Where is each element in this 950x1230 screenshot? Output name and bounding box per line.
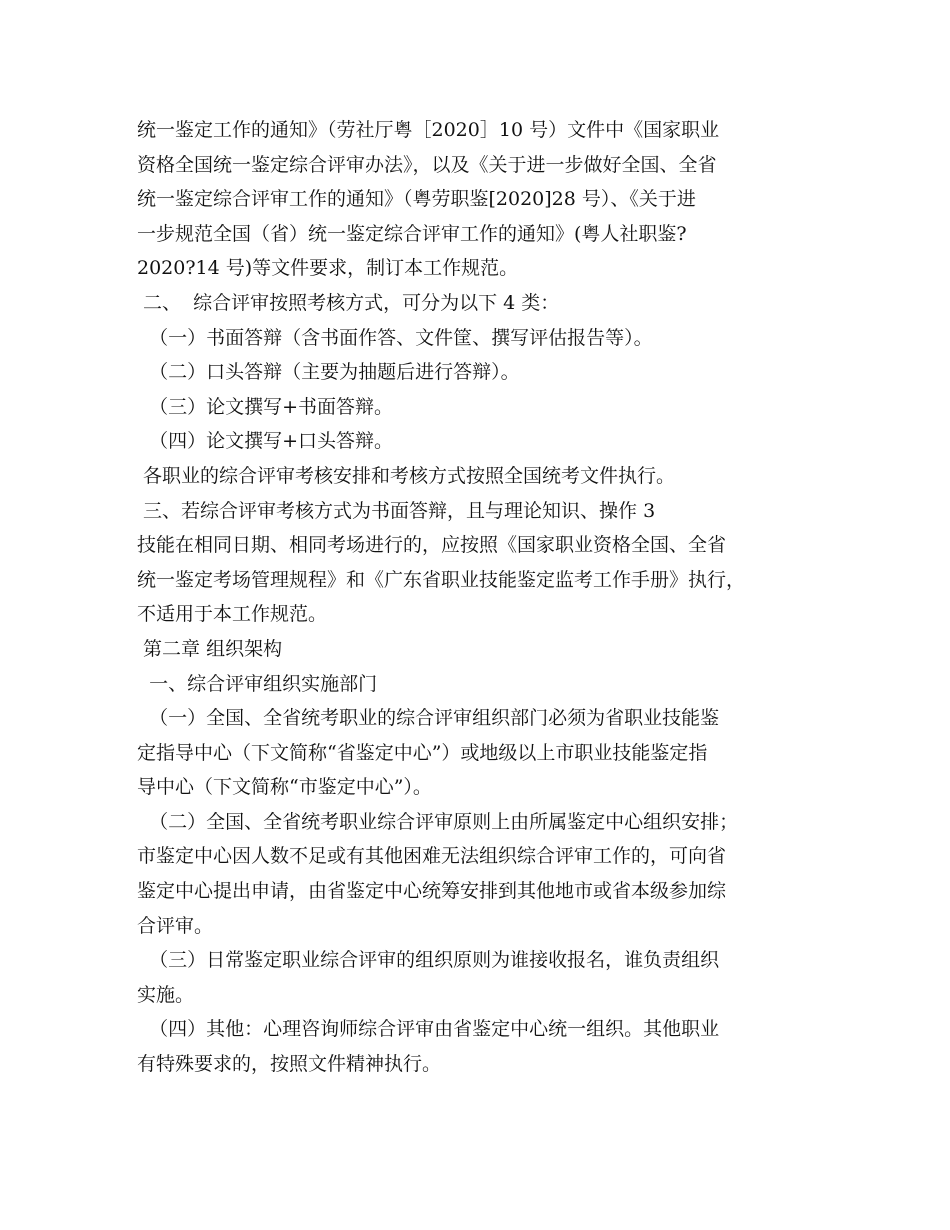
document-body xyxy=(137,113,827,1082)
text-line: 统一鉴定综合评审工作的通知》（粤劳职鉴[2020]28 号）、《关于进 xyxy=(137,188,696,211)
text-line: 有特殊要求的，按照文件精神执行。 xyxy=(137,1053,442,1076)
list-item: （四）论文撰写+口头答辩。 xyxy=(137,430,393,453)
text-line: 导中心（下文简称“市鉴定中心”）。 xyxy=(137,776,432,799)
text-line: 不适用于本工作规范。 xyxy=(137,603,328,626)
list-item: （三）论文撰写+书面答辩。 xyxy=(137,395,393,418)
text-line: 实施。 xyxy=(137,983,195,1006)
list-item: （三）日常鉴定职业综合评审的组织原则为谁接收报名，谁负责组织 xyxy=(137,949,720,972)
text-line: 鉴定中心提出申请，由省鉴定中心统筹安排到其他地市或省本级参加综 xyxy=(137,880,727,903)
section-heading: 二、 综合评审按照考核方式，可分为以下 4 类： xyxy=(137,291,560,314)
list-item: （二）全国、全省统考职业综合评审原则上由所属鉴定中心组织安排； xyxy=(137,810,739,833)
section-heading: 一、综合评审组织实施部门 xyxy=(137,672,378,695)
list-item: （一）全国、全省统考职业的综合评审组织部门必须为省职业技能鉴 xyxy=(137,707,720,730)
section-heading: 三、若综合评审考核方式为书面答辩，且与理论知识、操作 3 xyxy=(137,499,656,522)
list-item: （四）其他：心理咨询师综合评审由省鉴定中心统一组织。其他职业 xyxy=(137,1018,720,1041)
text-line: 市鉴定中心因人数不足或有其他困难无法组织综合评审工作的，可向省 xyxy=(137,845,727,868)
text-line: 2020?14 号)等文件要求，制订本工作规范。 xyxy=(137,257,519,280)
text-line: 一步规范全国（省）统一鉴定综合评审工作的通知》(粤人社职鉴? xyxy=(137,222,687,245)
text-line: 统一鉴定考场管理规程》和《广东省职业技能鉴定监考工作手册》执行， xyxy=(137,568,746,591)
text-line: 合评审。 xyxy=(137,914,214,937)
text-line: 各职业的综合评审考核安排和考核方式按照全国统考文件执行。 xyxy=(137,464,676,487)
list-item: （二）口头答辩（主要为抽题后进行答辩）。 xyxy=(137,361,520,384)
text-line: 技能在相同日期、相同考场进行的，应按照《国家职业资格全国、全省 xyxy=(137,534,727,557)
text-line: 统一鉴定工作的通知》（劳社厅粤［2020］10 号）文件中《国家职业 xyxy=(137,119,720,141)
text-line: 定指导中心（下文简称“省鉴定中心”）或地级以上市职业技能鉴定指 xyxy=(137,741,708,764)
list-item: （一）书面答辩（含书面作答、文件筐、撰写评估报告等）。 xyxy=(137,326,653,349)
text-line: 资格全国统一鉴定综合评审办法》，以及《关于进一步做好全国、全省 xyxy=(137,153,717,176)
chapter-heading: 第二章 组织架构 xyxy=(137,637,283,660)
